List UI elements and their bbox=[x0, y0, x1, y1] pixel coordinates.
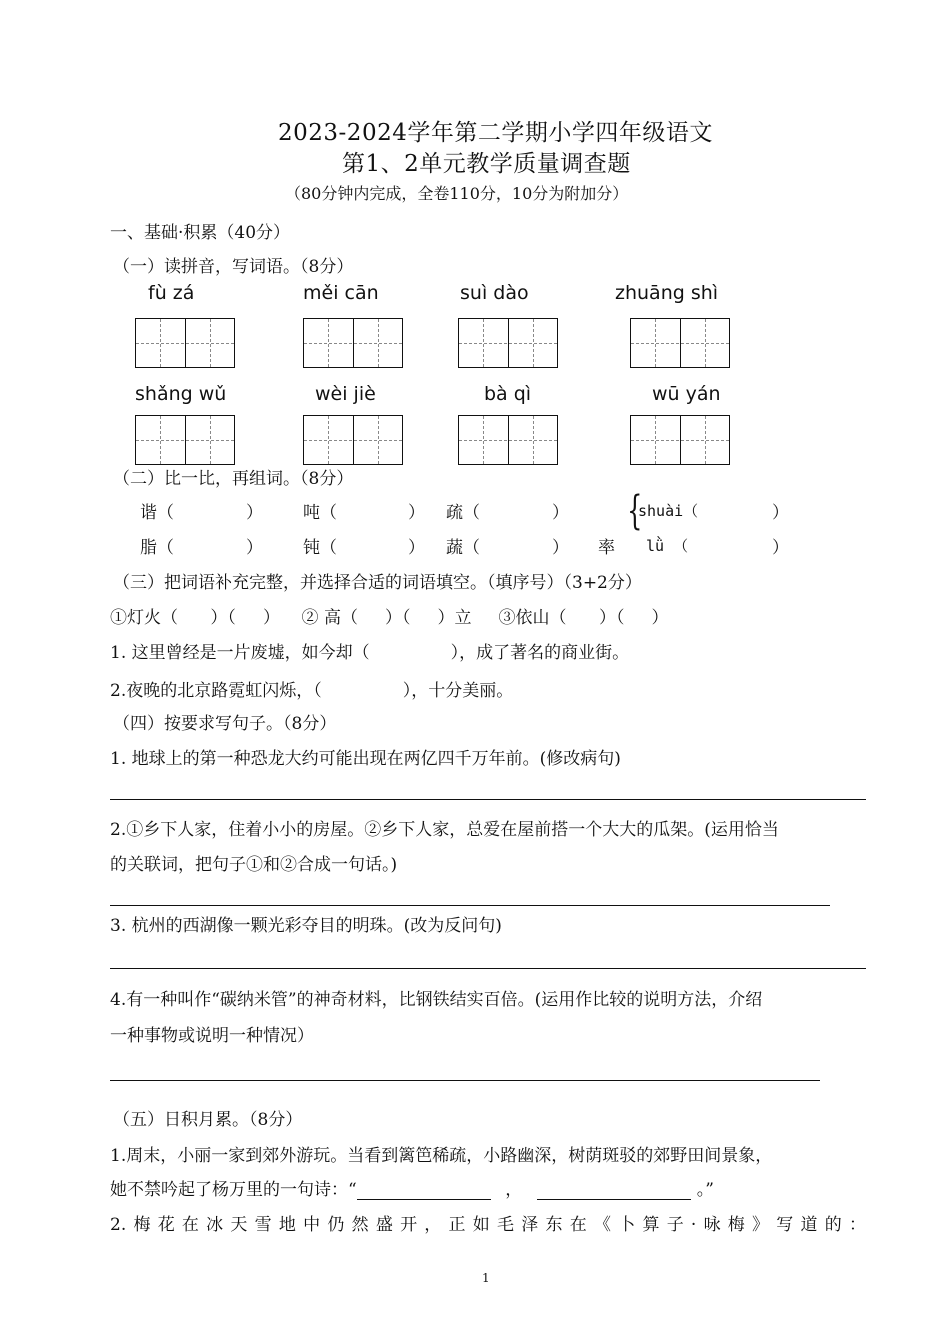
compare-close-1: ） bbox=[246, 503, 263, 523]
pinyin-3: suì dào bbox=[460, 282, 529, 304]
writing-grid-3[interactable] bbox=[458, 318, 558, 368]
pinyin-5: shǎng wǔ bbox=[135, 383, 227, 405]
part4-heading: （四）按要求写句子。（8分） bbox=[113, 714, 337, 734]
exam-title-line1: 2023-2024学年第二学期小学四年级语文 bbox=[278, 120, 713, 146]
pinyin-4: zhuāng shì bbox=[615, 282, 719, 304]
writing-grid-8[interactable] bbox=[630, 415, 730, 465]
polyphone-pinyin-2: lǜ （ bbox=[646, 537, 689, 555]
poem-prompt: 她不禁吟起了杨万里的一句诗：“ bbox=[110, 1180, 357, 1200]
part5-question-2: 2.梅花在冰天雪地中仍然盛开，正如毛泽东在《卜算子·咏梅》写道的： bbox=[110, 1215, 866, 1235]
part2-heading: （二）比一比，再组词。（8分） bbox=[113, 469, 354, 489]
part1-heading: （一）读拼音，写词语。（8分） bbox=[113, 257, 354, 277]
part4-question-4b: 一种事物或说明一种情况） bbox=[110, 1026, 314, 1046]
compare-close-2: ） bbox=[408, 503, 425, 523]
part5-heading: （五）日积月累。（8分） bbox=[113, 1110, 303, 1130]
compare-char-1: 谐（ bbox=[140, 503, 174, 523]
compare-close-6: ） bbox=[552, 538, 569, 558]
answer-line-1[interactable] bbox=[110, 799, 866, 800]
part3-question-1: 1. 这里曾经是一片废墟，如今却（ ），成了著名的商业街。 bbox=[110, 643, 630, 663]
part4-question-4a: 4.有一种叫作“碳纳米管”的神奇材料，比钢铁结实百倍。(运用作比较的说明方法，介绍 bbox=[110, 990, 763, 1010]
page-number: 1 bbox=[482, 1271, 490, 1285]
compare-close-4: ） bbox=[246, 538, 263, 558]
part4-question-1: 1. 地球上的第一种恐龙大约可能出现在两亿四千万年前。(修改病句) bbox=[110, 749, 621, 769]
compare-char-4: 脂（ bbox=[140, 538, 174, 558]
pinyin-8: wū yán bbox=[652, 383, 721, 405]
part5-question-1a: 1.周末，小丽一家到郊外游玩。当看到篱笆稀疏，小路幽深，树荫斑驳的郊野田间景象， bbox=[110, 1146, 773, 1166]
answer-line-2[interactable] bbox=[110, 905, 830, 906]
writing-grid-1[interactable] bbox=[135, 318, 235, 368]
compare-char-6: 蔬（ bbox=[446, 538, 480, 558]
pinyin-1: fù zá bbox=[148, 282, 195, 304]
compare-char-5: 钝（ bbox=[303, 538, 337, 558]
part3-heading: （三）把词语补充完整，并选择合适的词语填空。（填序号）（3+2分） bbox=[113, 573, 642, 593]
pinyin-2: měi cān bbox=[303, 282, 379, 304]
pinyin-6: wèi jiè bbox=[315, 383, 376, 405]
writing-grid-7[interactable] bbox=[458, 415, 558, 465]
part4-question-2b: 的关联词，把句子①和②合成一句话。) bbox=[110, 855, 398, 875]
compare-close-5: ） bbox=[408, 538, 425, 558]
brace-symbol: { bbox=[627, 488, 643, 534]
part4-question-3: 3. 杭州的西湖像一颗光彩夺目的明珠。(改为反问句) bbox=[110, 916, 502, 936]
polyphone-close-2: ） bbox=[772, 538, 789, 558]
polyphone-close-1: ） bbox=[772, 503, 789, 523]
part5-question-1b bbox=[110, 1175, 714, 1200]
compare-char-3: 疏（ bbox=[446, 503, 480, 523]
writing-grid-6[interactable] bbox=[303, 415, 403, 465]
writing-grid-4[interactable] bbox=[630, 318, 730, 368]
compare-char-2: 吨（ bbox=[303, 503, 337, 523]
exam-title-line2: 第1、2单元教学质量调查题 bbox=[342, 151, 631, 177]
polyphone-char: 率 bbox=[598, 538, 615, 558]
part3-question-2: 2.夜晚的北京路霓虹闪烁，（ ），十分美丽。 bbox=[110, 681, 514, 701]
idiom-fill-row: ①灯火（ ）（ ） ② 高（ ）（ ）立 ③依山（ ）（ ） bbox=[110, 608, 669, 628]
section1-heading: 一、基础·积累（40分） bbox=[110, 223, 291, 243]
answer-line-3[interactable] bbox=[110, 968, 866, 969]
writing-grid-2[interactable] bbox=[303, 318, 403, 368]
answer-line-4[interactable] bbox=[110, 1080, 820, 1081]
compare-close-3: ） bbox=[552, 503, 569, 523]
poem-blank-2[interactable] bbox=[537, 1181, 691, 1200]
poem-end: 。” bbox=[696, 1180, 714, 1200]
pinyin-7: bà qì bbox=[484, 383, 532, 405]
part4-question-2a: 2.①乡下人家，住着小小的房屋。②乡下人家，总爱在屋前搭一个大大的瓜架。(运用恰当 bbox=[110, 820, 779, 840]
polyphone-pinyin-1: shuài（ bbox=[638, 502, 699, 520]
exam-subtitle: （80分钟内完成，全卷110分，10分为附加分） bbox=[285, 184, 629, 203]
poem-comma: ， bbox=[505, 1180, 523, 1200]
writing-grid-5[interactable] bbox=[135, 415, 235, 465]
poem-blank-1[interactable] bbox=[357, 1181, 491, 1200]
